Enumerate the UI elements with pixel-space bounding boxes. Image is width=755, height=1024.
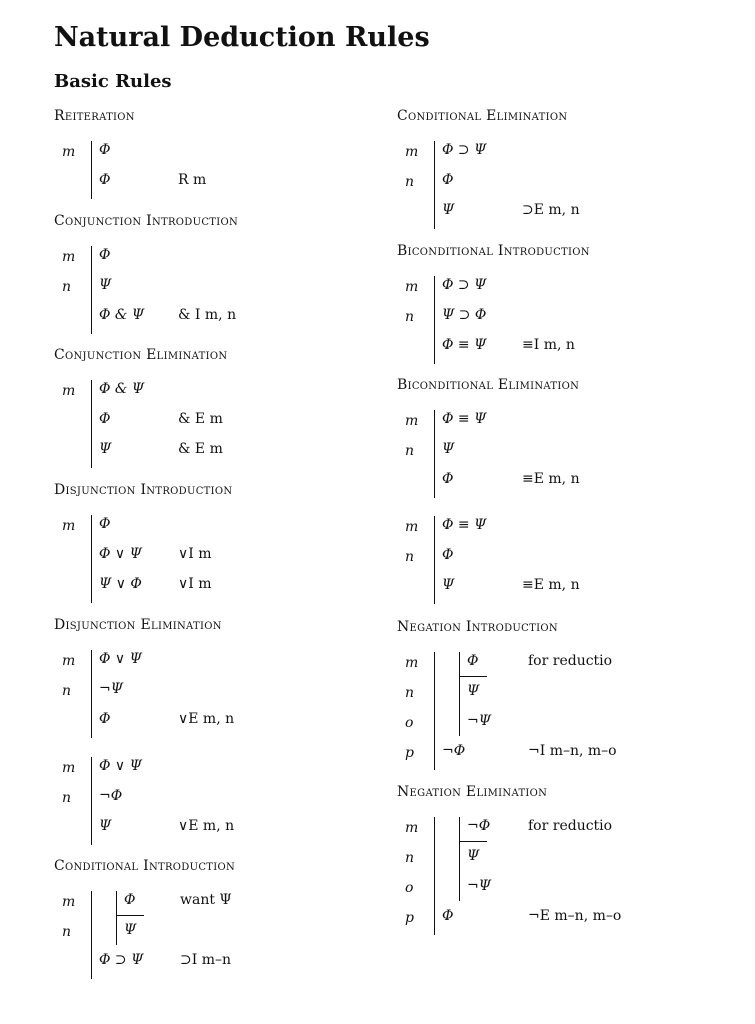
line-number: n bbox=[62, 924, 72, 940]
line-number: m bbox=[405, 519, 419, 535]
line-number: n bbox=[405, 850, 415, 866]
formula: Ψ bbox=[99, 277, 112, 293]
line-number: n bbox=[62, 790, 72, 806]
formula: Φ & Ψ bbox=[99, 307, 145, 323]
line-number: o bbox=[405, 715, 414, 731]
justification: ⊃E m, n bbox=[522, 202, 580, 218]
justification: & E m bbox=[178, 441, 223, 457]
rule-heading: Conditional Introduction bbox=[54, 858, 236, 874]
line-number: n bbox=[62, 279, 72, 295]
formula: Φ bbox=[467, 653, 479, 669]
rule-heading: Negation Introduction bbox=[397, 619, 558, 635]
line-number: m bbox=[62, 653, 76, 669]
line-number: n bbox=[405, 685, 415, 701]
proof-scope-line bbox=[91, 891, 92, 979]
formula: Φ ≡ Ψ bbox=[442, 517, 487, 533]
justification: & E m bbox=[178, 411, 223, 427]
justification: ≡E m, n bbox=[522, 577, 580, 593]
proof-scope-line bbox=[434, 410, 435, 498]
rule-heading: Biconditional Introduction bbox=[397, 243, 590, 259]
formula: Φ & Ψ bbox=[99, 381, 145, 397]
formula: Ψ bbox=[442, 202, 455, 218]
proof-scope-line bbox=[434, 276, 435, 364]
justification: for reductio bbox=[528, 653, 613, 669]
subproof-hypothesis-line bbox=[116, 915, 144, 916]
subproof-hypothesis-line bbox=[459, 676, 487, 677]
line-number: m bbox=[62, 249, 76, 265]
page-title: Natural Deduction Rules bbox=[54, 22, 430, 53]
justification: ≡I m, n bbox=[522, 337, 575, 353]
rule-heading: Conjunction Introduction bbox=[54, 213, 239, 229]
formula: Φ ⊃ Ψ bbox=[99, 952, 144, 968]
formula: Φ bbox=[99, 172, 111, 188]
line-number: m bbox=[62, 383, 76, 399]
proof-scope-line bbox=[91, 650, 92, 738]
formula: Ψ ⊃ Φ bbox=[442, 307, 487, 323]
line-number: n bbox=[62, 683, 72, 699]
proof-scope-line bbox=[91, 515, 92, 603]
formula: Φ bbox=[442, 908, 454, 924]
line-number: p bbox=[405, 745, 414, 761]
formula: Φ bbox=[442, 547, 454, 563]
justification: want Ψ bbox=[180, 892, 232, 908]
justification: & I m, n bbox=[178, 307, 237, 323]
section-title: Basic Rules bbox=[54, 71, 172, 92]
rule-heading: Conditional Elimination bbox=[397, 108, 568, 124]
formula: Ψ ∨ Φ bbox=[99, 576, 142, 592]
justification: ∨I m bbox=[178, 546, 212, 562]
justification: ¬I m–n, m–o bbox=[528, 743, 617, 759]
line-number: m bbox=[405, 279, 419, 295]
formula: ¬Ψ bbox=[467, 878, 492, 894]
rule-heading: Disjunction Introduction bbox=[54, 482, 233, 498]
formula: ¬Φ bbox=[442, 743, 466, 759]
formula: Φ ∨ Ψ bbox=[99, 651, 142, 667]
formula: ¬Ψ bbox=[467, 713, 492, 729]
formula: Φ bbox=[99, 711, 111, 727]
formula: Ψ bbox=[442, 577, 455, 593]
proof-scope-line bbox=[434, 817, 435, 935]
line-number: m bbox=[405, 413, 419, 429]
proof-scope-line bbox=[91, 141, 92, 199]
formula: ¬Φ bbox=[99, 788, 123, 804]
line-number: n bbox=[405, 443, 415, 459]
justification: ¬E m–n, m–o bbox=[528, 908, 622, 924]
justification: ⊃I m–n bbox=[180, 952, 232, 968]
formula: Φ bbox=[99, 142, 111, 158]
formula: ¬Ψ bbox=[99, 681, 124, 697]
formula: Φ bbox=[99, 516, 111, 532]
rule-heading: Disjunction Elimination bbox=[54, 617, 222, 633]
formula: Ψ bbox=[99, 441, 112, 457]
justification: ≡E m, n bbox=[522, 471, 580, 487]
line-number: n bbox=[405, 174, 415, 190]
line-number: o bbox=[405, 880, 414, 896]
line-number: m bbox=[405, 655, 419, 671]
rule-heading: Negation Elimination bbox=[397, 784, 548, 800]
formula: Φ bbox=[99, 411, 111, 427]
subproof-hypothesis-line bbox=[459, 841, 487, 842]
justification: R m bbox=[178, 172, 207, 188]
formula: Ψ bbox=[99, 818, 112, 834]
formula: Ψ bbox=[467, 848, 480, 864]
formula: Φ ⊃ Ψ bbox=[442, 277, 487, 293]
line-number: m bbox=[62, 518, 76, 534]
justification: ∨E m, n bbox=[178, 711, 235, 727]
line-number: n bbox=[405, 549, 415, 565]
line-number: n bbox=[405, 309, 415, 325]
proof-scope-line bbox=[434, 141, 435, 229]
rule-heading: Conjunction Elimination bbox=[54, 347, 228, 363]
proof-scope-line bbox=[91, 757, 92, 845]
formula: ¬Φ bbox=[467, 818, 491, 834]
justification: ∨I m bbox=[178, 576, 212, 592]
proof-scope-line bbox=[434, 652, 435, 770]
subproof-scope-line bbox=[459, 652, 460, 736]
formula: Φ bbox=[442, 471, 454, 487]
line-number: m bbox=[62, 894, 76, 910]
formula: Φ ∨ Ψ bbox=[99, 758, 142, 774]
justification: ∨E m, n bbox=[178, 818, 235, 834]
subproof-scope-line bbox=[116, 891, 117, 945]
formula: Φ ∨ Ψ bbox=[99, 546, 142, 562]
proof-scope-line bbox=[434, 516, 435, 604]
formula: Φ ≡ Ψ bbox=[442, 411, 487, 427]
formula: Φ bbox=[442, 172, 454, 188]
rule-heading: Reiteration bbox=[54, 108, 135, 124]
subproof-scope-line bbox=[459, 817, 460, 901]
proof-scope-line bbox=[91, 380, 92, 468]
line-number: m bbox=[405, 144, 419, 160]
line-number: p bbox=[405, 910, 414, 926]
line-number: m bbox=[62, 144, 76, 160]
formula: Φ bbox=[124, 892, 136, 908]
line-number: m bbox=[62, 760, 76, 776]
formula: Ψ bbox=[442, 441, 455, 457]
formula: Φ ⊃ Ψ bbox=[442, 142, 487, 158]
formula: Φ ≡ Ψ bbox=[442, 337, 487, 353]
line-number: m bbox=[405, 820, 419, 836]
justification: for reductio bbox=[528, 818, 613, 834]
rule-heading: Biconditional Elimination bbox=[397, 377, 580, 393]
formula: Φ bbox=[99, 247, 111, 263]
formula: Ψ bbox=[467, 683, 480, 699]
formula: Ψ bbox=[124, 922, 137, 938]
proof-scope-line bbox=[91, 246, 92, 334]
